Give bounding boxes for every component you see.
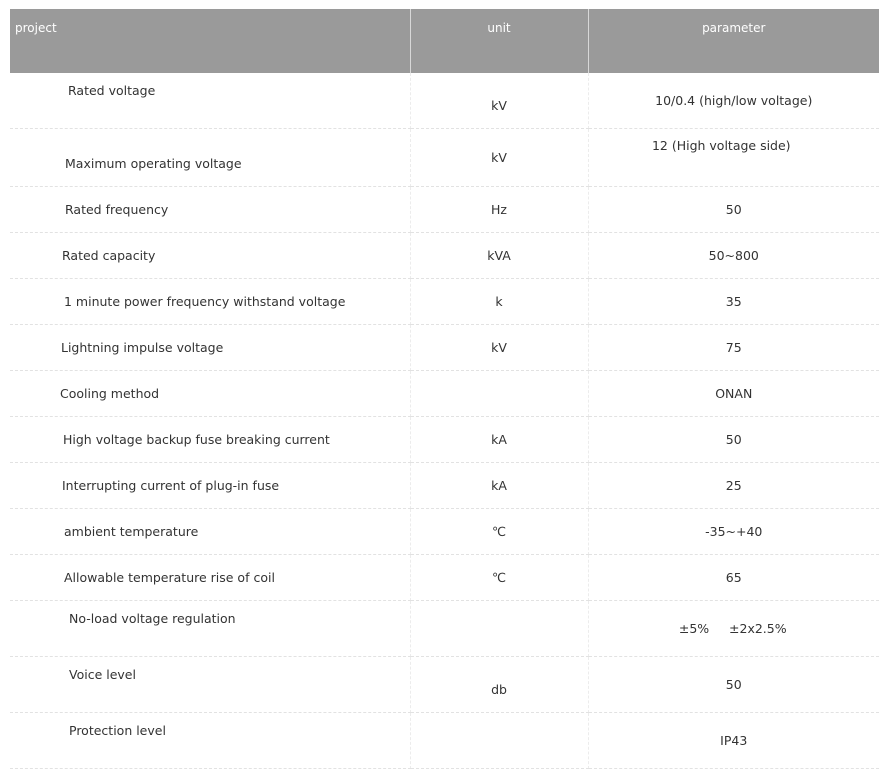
table-row bbox=[10, 233, 879, 279]
row-unit: Hz bbox=[410, 187, 588, 233]
row-unit: kV bbox=[410, 73, 588, 129]
row-project: 1 minute power frequency withstand voltage bbox=[10, 279, 410, 325]
row-unit: kV bbox=[410, 129, 588, 187]
table-row bbox=[10, 279, 879, 325]
row-project: Maximum operating voltage bbox=[10, 129, 410, 187]
table-row bbox=[10, 509, 879, 555]
row-project: Allowable temperature rise of coil bbox=[10, 555, 410, 601]
table-header bbox=[10, 9, 879, 73]
row-parameter: 12 (High voltage side) bbox=[588, 129, 879, 187]
row-unit bbox=[410, 601, 588, 657]
header-project: project bbox=[10, 9, 410, 73]
row-unit: db bbox=[410, 657, 588, 713]
row-project: No-load voltage regulation bbox=[10, 601, 410, 657]
table-row bbox=[10, 371, 879, 417]
row-project: Rated capacity bbox=[10, 233, 410, 279]
row-project: Voice level bbox=[10, 657, 410, 713]
row-project: Interrupting current of plug-in fuse bbox=[10, 463, 410, 509]
table-row bbox=[10, 417, 879, 463]
row-project: Rated voltage bbox=[10, 73, 410, 129]
row-parameter: 25 bbox=[588, 463, 879, 509]
header-parameter: parameter bbox=[588, 9, 879, 73]
row-parameter: IP43 bbox=[588, 713, 879, 769]
row-project: Protection level bbox=[10, 713, 410, 769]
table-row bbox=[10, 73, 879, 129]
row-parameter: -35~+40 bbox=[588, 509, 879, 555]
row-project: ambient temperature bbox=[10, 509, 410, 555]
row-parameter: 50 bbox=[588, 657, 879, 713]
table-row bbox=[10, 187, 879, 233]
row-parameter: 75 bbox=[588, 325, 879, 371]
spec-table bbox=[10, 9, 879, 769]
header-row bbox=[10, 9, 879, 73]
table-row bbox=[10, 601, 879, 657]
header-unit: unit bbox=[410, 9, 588, 73]
row-parameter: 50 bbox=[588, 417, 879, 463]
row-project: High voltage backup fuse breaking current bbox=[10, 417, 410, 463]
row-unit: kV bbox=[410, 325, 588, 371]
row-project: Lightning impulse voltage bbox=[10, 325, 410, 371]
row-unit: kA bbox=[410, 417, 588, 463]
row-unit: k bbox=[410, 279, 588, 325]
row-parameter: ONAN bbox=[588, 371, 879, 417]
row-project: Rated frequency bbox=[10, 187, 410, 233]
table-row bbox=[10, 325, 879, 371]
table-row bbox=[10, 657, 879, 713]
row-parameter: 50 bbox=[588, 187, 879, 233]
row-parameter: ±5% ±2x2.5% bbox=[588, 601, 879, 657]
row-unit: kVA bbox=[410, 233, 588, 279]
row-parameter: 10/0.4 (high/low voltage) bbox=[588, 73, 879, 129]
row-parameter: 65 bbox=[588, 555, 879, 601]
row-unit: ℃ bbox=[410, 509, 588, 555]
table-row bbox=[10, 463, 879, 509]
row-unit: kA bbox=[410, 463, 588, 509]
row-parameter: 35 bbox=[588, 279, 879, 325]
row-unit bbox=[410, 371, 588, 417]
table-body bbox=[10, 73, 879, 769]
table-row bbox=[10, 555, 879, 601]
table-row bbox=[10, 129, 879, 187]
row-project: Cooling method bbox=[10, 371, 410, 417]
row-parameter: 50~800 bbox=[588, 233, 879, 279]
row-unit: ℃ bbox=[410, 555, 588, 601]
